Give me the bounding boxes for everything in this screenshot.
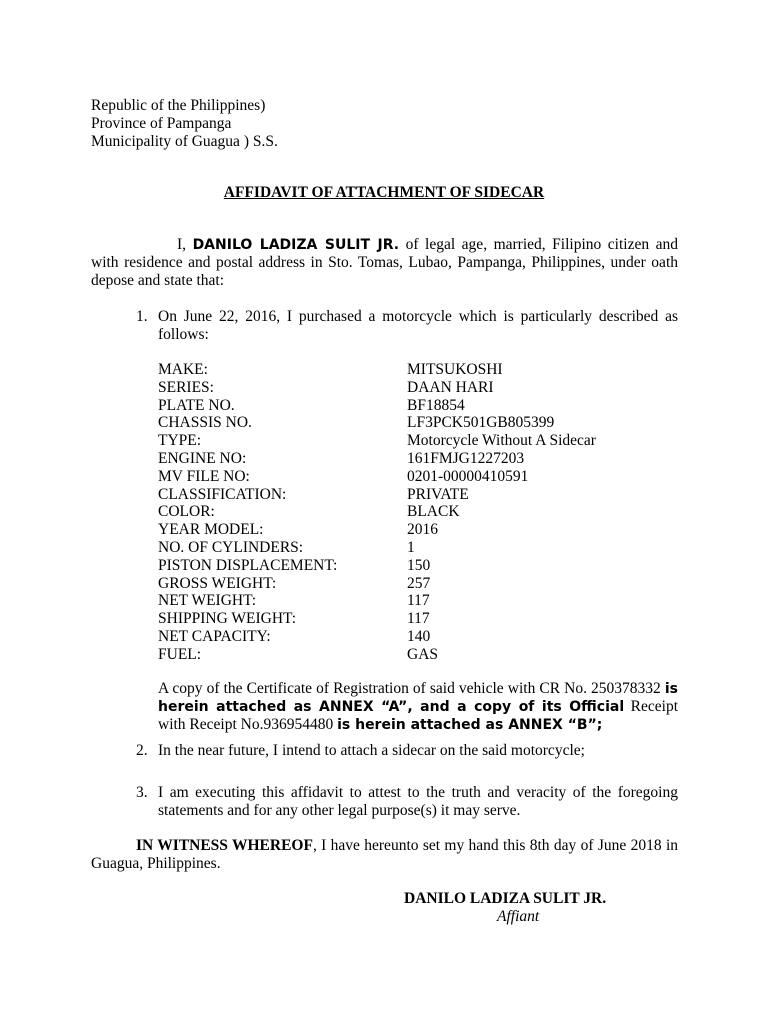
intro-prefix: I, (177, 236, 193, 253)
spec-value: GAS (407, 645, 439, 663)
spec-label: YEAR MODEL: (158, 521, 264, 539)
spec-label: PLATE NO. (158, 396, 235, 414)
spec-value: 161FMJG1227203 (407, 449, 525, 467)
intro-paragraph (91, 236, 678, 290)
spec-value: 0201-00000410591 (407, 467, 529, 485)
spec-row (158, 610, 596, 628)
spec-label: COLOR: (158, 503, 215, 521)
spec-value: Motorcycle Without A Sidecar (407, 432, 596, 450)
spec-label: FUEL: (158, 645, 202, 663)
spec-value: MITSUKOSHI (407, 361, 503, 378)
spec-label: MV FILE NO: (158, 467, 250, 485)
venue-header (91, 97, 278, 151)
annex-a-statement: is herein attached as ANNEX “A”, and a copy of its Official (158, 681, 678, 715)
statement-item-2 (136, 742, 678, 760)
witness-paragraph (91, 837, 678, 873)
spec-row (158, 521, 596, 539)
venue-line-country: Republic of the Philippines) (91, 97, 266, 114)
annex-b-statement: is herein attached as ANNEX “B”; (337, 717, 603, 733)
spec-label: NO. OF CYLINDERS: (158, 538, 304, 556)
spec-value: 117 (407, 592, 430, 610)
signatory-name: DANILO LADIZA SULIT JR. (404, 890, 607, 907)
spec-label: PISTON DISPLACEMENT: (158, 556, 338, 574)
affiant-name: DANILO LADIZA SULIT JR. (192, 237, 400, 253)
spec-row (158, 628, 596, 646)
spec-row (158, 557, 596, 575)
spec-row (158, 468, 596, 486)
witness-text: , I have hereunto set my hand this 8th day of June 2018 in Guagua, Philippines. (91, 837, 679, 872)
spec-row (158, 414, 596, 432)
spec-value: 150 (407, 556, 431, 574)
spec-row (158, 486, 596, 504)
annex-paragraph (158, 680, 678, 734)
spec-row (158, 575, 596, 593)
statement-text: On June 22, 2016, I purchased a motorcycle which is particularly described as follows: (158, 308, 678, 343)
spec-value: BLACK (407, 503, 460, 521)
statement-item-3 (136, 784, 678, 820)
statement-text: In the near future, I intend to attach a sidecar on the said motorcycle; (158, 742, 585, 759)
statement-number: 2. (136, 742, 148, 759)
spec-label: ENGINE NO: (158, 449, 247, 467)
spec-row (158, 592, 596, 610)
spec-value: 257 (407, 574, 431, 592)
spec-value: PRIVATE (407, 485, 469, 503)
spec-value: BF18854 (407, 396, 465, 414)
spec-row (158, 361, 596, 379)
signatory-role: Affiant (497, 908, 540, 925)
spec-row (158, 432, 596, 450)
spec-label: CHASSIS NO. (158, 414, 252, 432)
spec-label: SERIES: (158, 378, 214, 396)
spec-value: 2016 (407, 521, 438, 539)
intro-text: of legal age, married, Filipino citizen and with residence and postal address in Sto. Tomas, Lubao, Pampanga, Philippines, under oath depose and state that: (91, 236, 678, 289)
spec-row (158, 397, 596, 415)
spec-label: GROSS WEIGHT: (158, 574, 277, 592)
venue-line-municipality: Municipality of Guagua ) S.S. (91, 133, 278, 150)
spec-value: 1 (407, 538, 415, 556)
spec-label: CLASSIFICATION: (158, 485, 287, 503)
statement-number: 1. (136, 308, 148, 325)
document-title: AFFIDAVIT OF ATTACHMENT OF SIDECAR (223, 184, 545, 201)
spec-value: LF3PCK501GB805399 (407, 414, 555, 432)
statement-number: 3. (136, 784, 148, 801)
witness-lead: IN WITNESS WHEREOF (136, 837, 313, 854)
spec-row (158, 646, 596, 664)
annex-text-2: Receipt with Receipt No.936954480 (158, 698, 679, 733)
spec-value: 140 (407, 627, 431, 645)
statement-text: I am executing this affidavit to attest to the truth and veracity of the foregoing statements and for any other legal purpose(s) it may serve. (158, 784, 678, 819)
spec-label: MAKE: (158, 361, 208, 378)
spec-value: 117 (407, 610, 430, 628)
spec-row (158, 503, 596, 521)
spec-label: TYPE: (158, 432, 202, 450)
venue-line-province: Province of Pampanga (91, 115, 232, 132)
annex-text-1: A copy of the Certificate of Registration of said vehicle with CR No. 250378332 (158, 680, 665, 697)
spec-value: DAAN HARI (407, 378, 494, 396)
spec-label: NET CAPACITY: (158, 627, 271, 645)
spec-row (158, 539, 596, 557)
spec-row (158, 450, 596, 468)
statement-item-1 (136, 308, 678, 344)
vehicle-specs (158, 361, 596, 664)
spec-label: NET WEIGHT: (158, 592, 257, 610)
spec-row (158, 379, 596, 397)
spec-label: SHIPPING WEIGHT: (158, 610, 297, 628)
